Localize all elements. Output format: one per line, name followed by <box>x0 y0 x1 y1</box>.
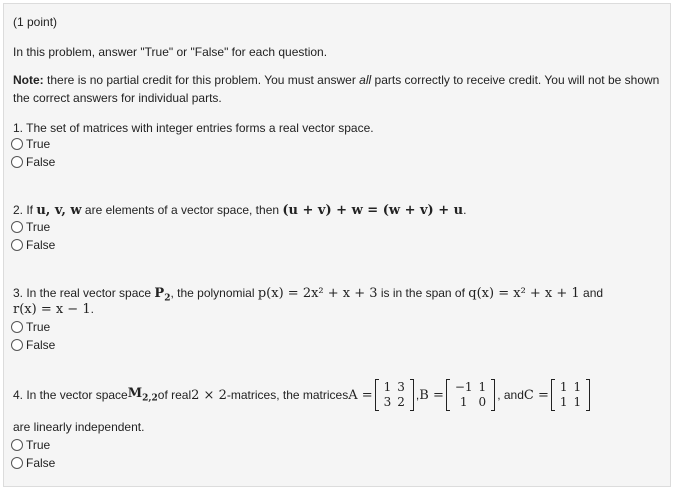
q1-true-radio[interactable] <box>11 138 23 150</box>
q3-false-radio[interactable] <box>11 339 23 351</box>
intro-text: In this problem, answer "True" or "False" for each question. <box>13 45 328 59</box>
question-3-line-2: r(x) = x − 1. <box>13 302 94 317</box>
q1-true-option[interactable]: True <box>11 136 50 152</box>
note-label: Note: <box>13 73 44 87</box>
q4-space: $M_{2,2}$ <box>127 386 158 404</box>
q3-true-option[interactable]: True <box>11 319 50 335</box>
q1-false-radio[interactable] <box>11 156 23 168</box>
q4-false-radio[interactable] <box>11 457 23 469</box>
q3-q-expression: q(x) = x² + x + 1 <box>468 286 580 301</box>
q4-false-option[interactable]: False <box>11 455 55 471</box>
q1-false-option[interactable]: False <box>11 154 55 170</box>
problem-card <box>3 3 671 487</box>
note-emphasis: all <box>359 73 372 87</box>
q4-dims: 2 × 2 <box>191 387 227 403</box>
matrix-a-label: A = <box>348 387 373 403</box>
note-line-1: Note: there is no partial credit for this problem. You must answer all parts correctly to receive credit. You will not be shown <box>13 73 660 87</box>
question-1-text: 1. The set of matrices with integer entries forms a real vector space. <box>13 121 374 135</box>
q2-equation: (u + v) + w = (w + v) + u <box>282 203 464 218</box>
q3-true-radio[interactable] <box>11 321 23 333</box>
matrix-c-label: C = <box>523 387 549 403</box>
q4-true-option[interactable]: True <box>11 437 50 453</box>
question-2-text: 2. If u, v, w are elements of a vector space, then (u + v) + w = (w + v) + u. <box>13 203 467 218</box>
q3-space: $P_2$ <box>154 286 171 304</box>
q2-true-radio[interactable] <box>11 221 23 233</box>
q2-false-radio[interactable] <box>11 239 23 251</box>
q2-true-option[interactable]: True <box>11 219 50 235</box>
matrix-b: −1 1 1 0 <box>446 379 495 411</box>
q2-vectors: u, v, w <box>36 203 82 218</box>
q3-r-expression: r(x) = x − 1 <box>13 302 91 317</box>
question-4-line-1: 4. In the vector space $M_{2,2}$ of real 2 × 2 -matrices, the matrices A = 1 3 3 2 , B = −1 1 1 0 , and C = 1 1 1 1 <box>13 379 592 411</box>
matrix-a: 1 3 3 2 <box>375 379 414 411</box>
q4-true-radio[interactable] <box>11 439 23 451</box>
question-3-line-1: 3. In the real vector space $P_2$, the polynomial p(x) = 2x² + x + 3 is in the span of q(x) = x² + x + 1 and <box>13 286 604 304</box>
q2-false-option[interactable]: False <box>11 237 55 253</box>
points-label: (1 point) <box>13 15 58 29</box>
note-line-2: the correct answers for individual parts. <box>13 91 222 105</box>
matrix-c: 1 1 1 1 <box>551 379 590 411</box>
matrix-b-label: B = <box>419 387 444 403</box>
q3-false-option[interactable]: False <box>11 337 55 353</box>
question-4-line-2: are linearly independent. <box>13 420 145 434</box>
q3-p-expression: p(x) = 2x² + x + 3 <box>257 286 378 301</box>
